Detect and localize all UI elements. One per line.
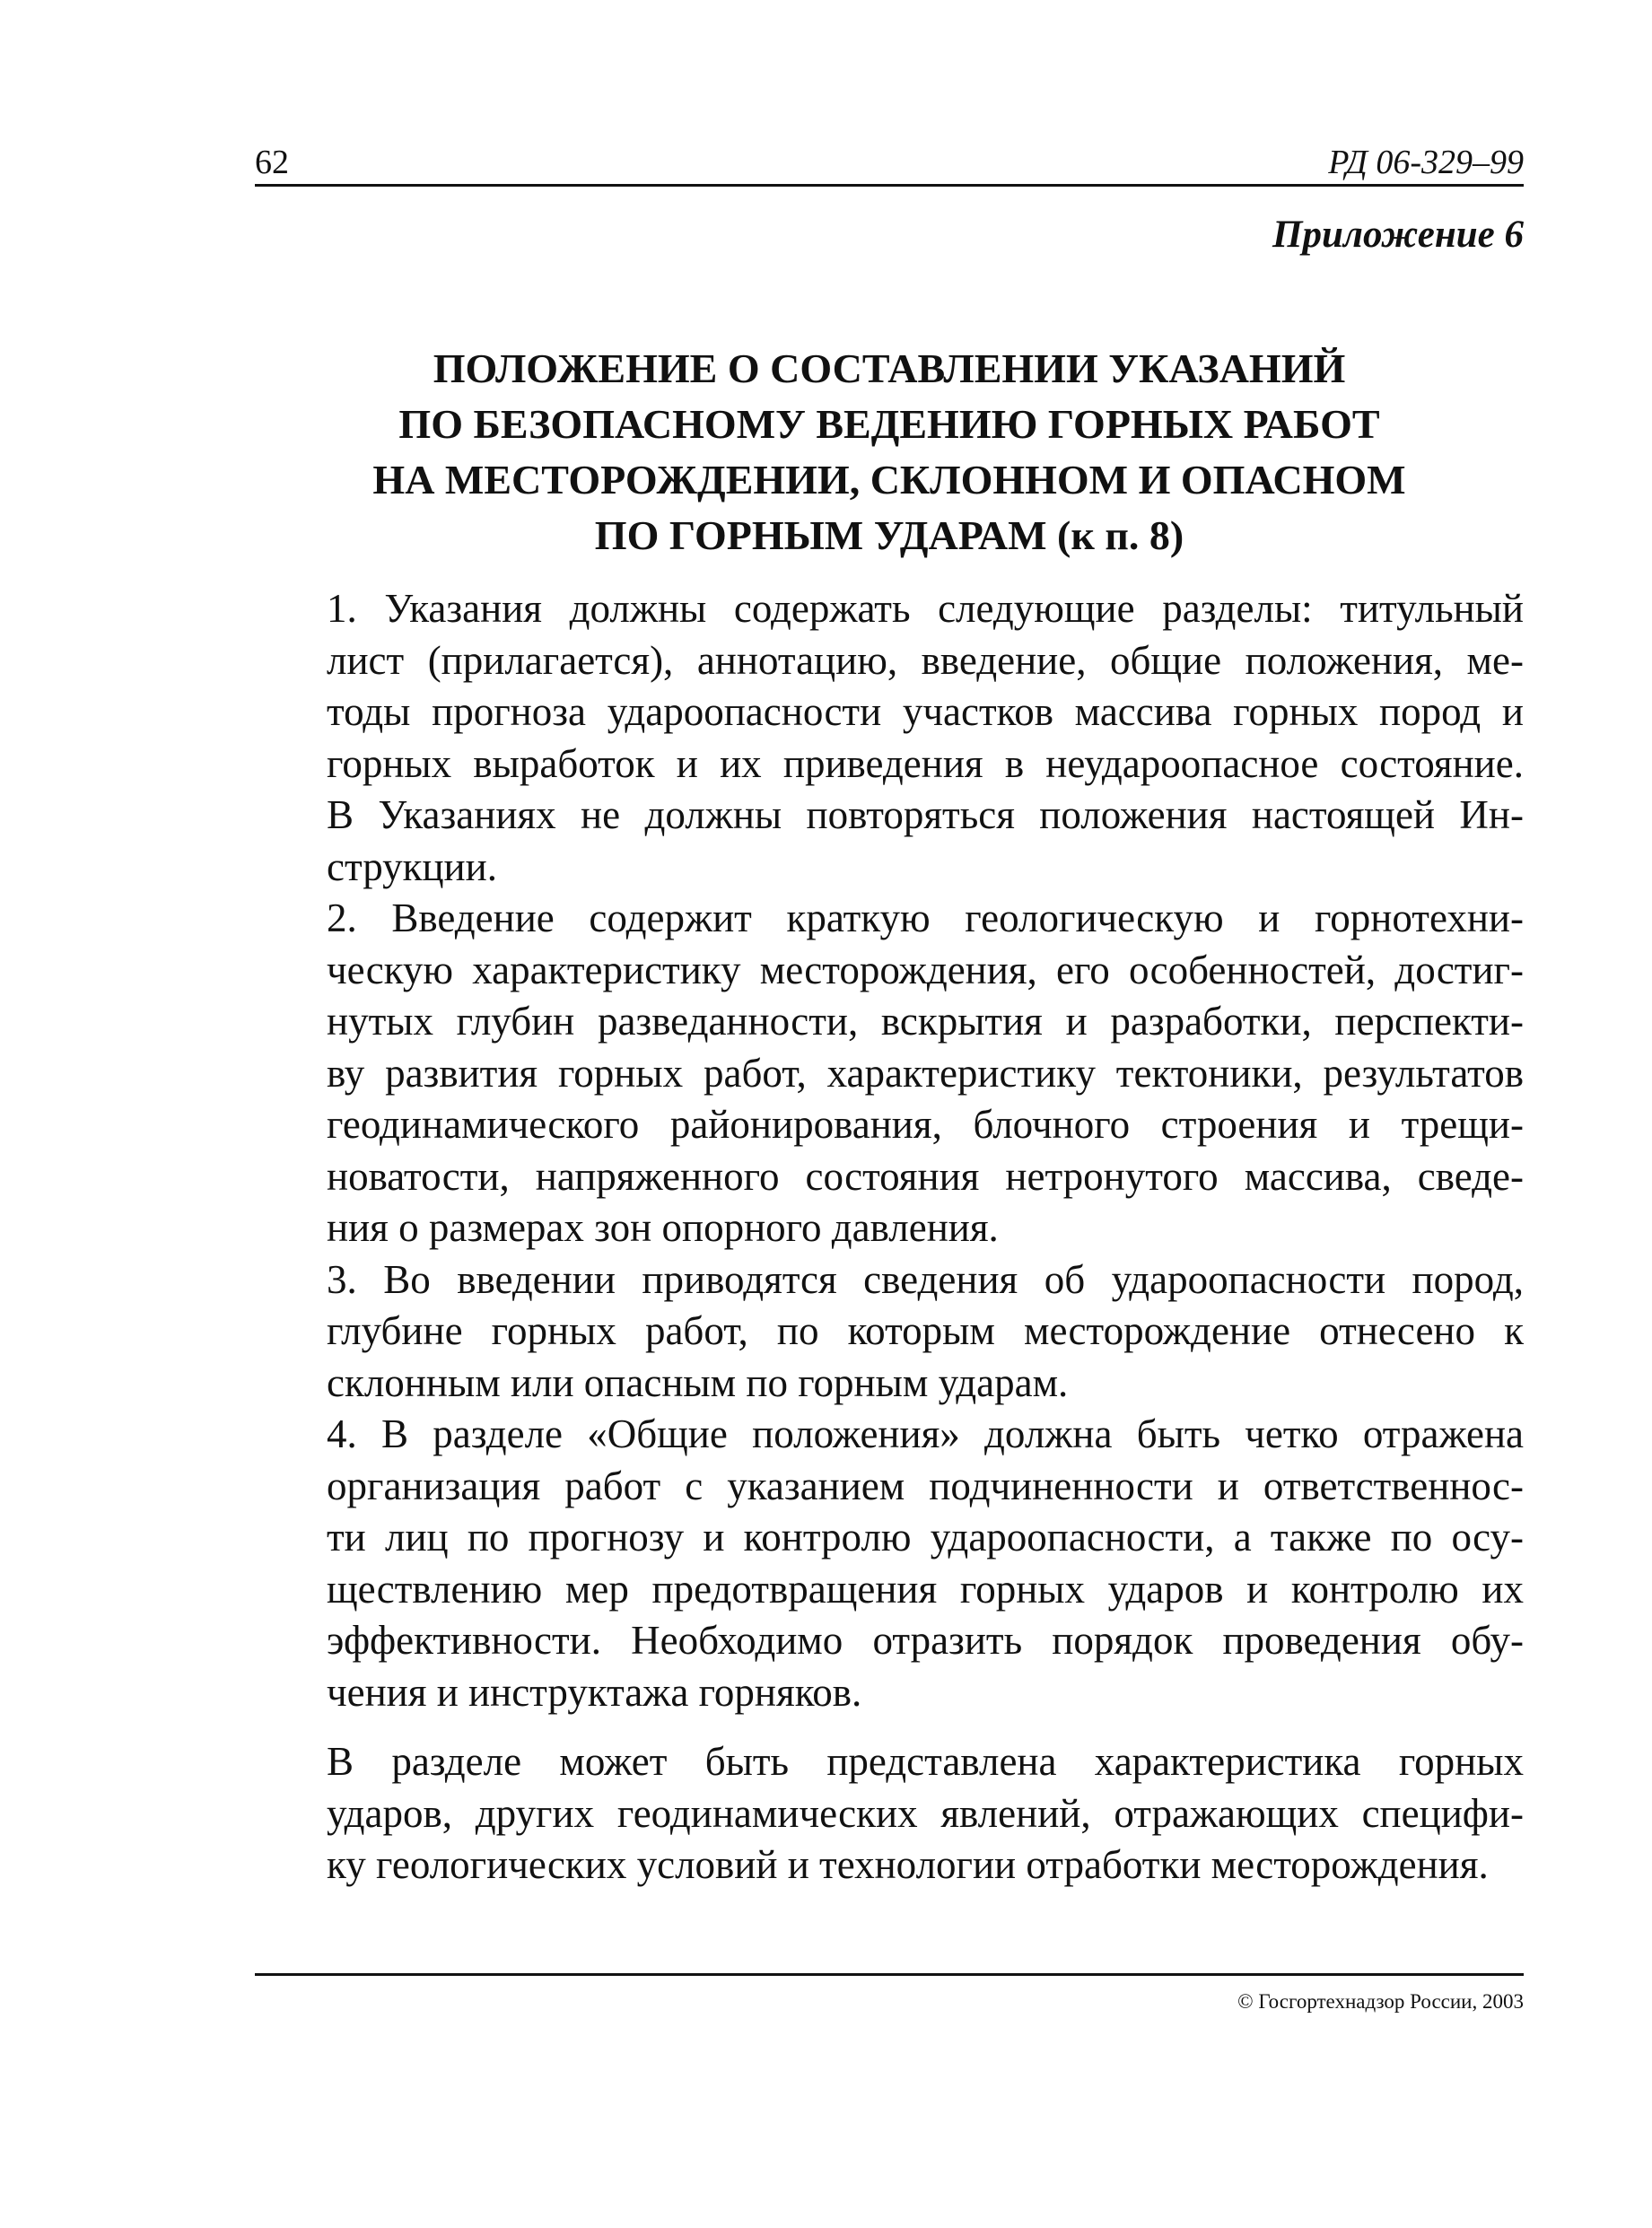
title-line: ПОЛОЖЕНИЕ О СОСТАВЛЕНИИ УКАЗАНИЙ [433,345,1346,391]
paragraph-2 [255,893,1524,1254]
paragraph-3 [255,1254,1524,1410]
appendix-label: Приложение 6 [1272,214,1524,256]
text-line: ву развития горных работ, характеристику тектоники, результатов [327,1050,1524,1096]
text-line: 2. Введение содержит краткую геологическую и горнотехни- [327,896,1524,940]
text-line: горных выработок и их приведения в неудароопасное состояние. [327,740,1524,786]
text-line: ку геологических условий и технологии отработки месторождения. [327,1842,1489,1887]
copyright-notice: © Госгортехнадзор России, 2003 [1237,1990,1524,2013]
text-line: геодинамического районирования, блочного строения и трещи- [327,1102,1524,1147]
document-code: РД 06-329–99 [1328,144,1524,181]
text-line: 1. Указания должны содержать следующие разделы: титульный [327,586,1524,631]
text-line: ществлению мер предотвращения горных ударов и контролю их [327,1566,1524,1612]
text-line: глубине горных работ, по которым месторождение отнесено к [327,1308,1524,1353]
header-rule [255,184,1524,187]
body-text [255,583,1524,1892]
text-line: 3. Во введении приводятся сведения об удароопасности пород, [327,1256,1524,1302]
text-line: новатости, напряженного состояния нетронутого массива, сведе- [327,1153,1524,1199]
text-line: лист (прилагается), аннотацию, введение, общие положения, ме- [327,637,1524,683]
text-line: эффективности. Необходимо отразить порядок проведения обу- [327,1618,1524,1663]
text-line: нутых глубин разведанности, вскрытия и разработки, перспекти- [327,999,1524,1044]
text-line: склонным или опасным по горным ударам. [327,1359,1069,1405]
document-title [255,341,1524,564]
paragraph-4 [255,1409,1524,1718]
text-line: ти лиц по прогнозу и контролю удароопасности, а также по осу- [327,1515,1524,1560]
text-line: чения и инструктажа горняков. [327,1669,862,1715]
title-line: ПО ГОРНЫМ УДАРАМ (к п. 8) [594,512,1184,558]
text-line: В разделе может быть представлена характеристика горных [327,1739,1524,1784]
text-line: 4. В разделе «Общие положения» должна быть четко отражена [327,1411,1524,1456]
text-line: струкции. [327,843,497,889]
text-line: ческую характеристику месторождения, его особенностей, достиг- [327,947,1524,992]
page-number: 62 [255,144,289,181]
text-line: В Указаниях не должны повторяться положения настоящей Ин- [327,792,1524,837]
paragraph-5 [255,1736,1524,1892]
title-line: НА МЕСТОРОЖДЕНИИ, СКЛОННОМ И ОПАСНОМ [372,457,1406,502]
text-line: организация работ с указанием подчиненности и ответственнос- [327,1463,1524,1508]
text-line: ния о размерах зон опорного давления. [327,1205,999,1250]
title-line: ПО БЕЗОПАСНОМУ ВЕДЕНИЮ ГОРНЫХ РАБОТ [398,401,1380,447]
paragraph-1 [255,583,1524,893]
text-line: ударов, других геодинамических явлений, отражающих специфи- [327,1790,1524,1836]
text-line: тоды прогноза удароопасности участков массива горных пород и [327,689,1524,734]
footer-rule [255,1973,1524,1976]
